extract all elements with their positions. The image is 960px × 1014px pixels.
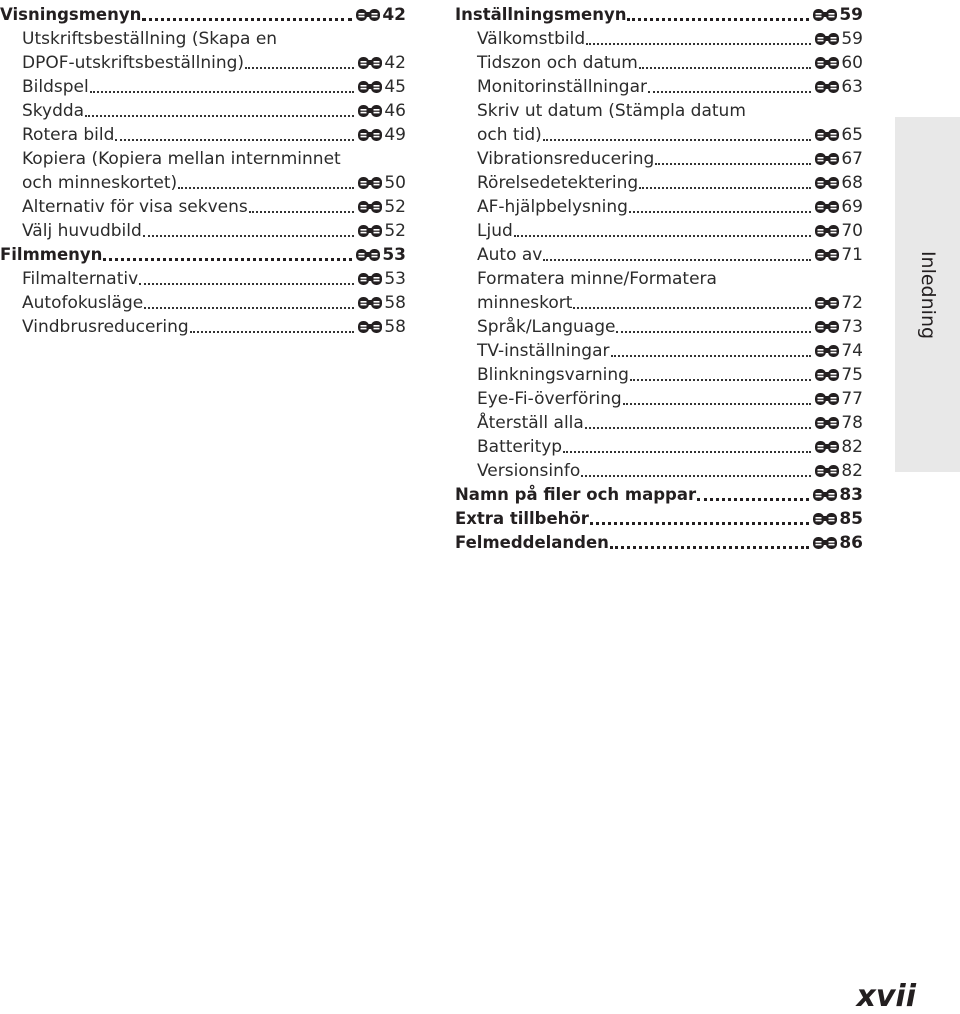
dot-leader bbox=[629, 210, 811, 213]
reference-section-icon bbox=[357, 128, 383, 142]
page-reference[interactable] bbox=[812, 533, 863, 553]
page-reference-number: 82 bbox=[841, 437, 863, 457]
page-reference[interactable] bbox=[814, 461, 863, 481]
toc-entry[interactable] bbox=[0, 1, 406, 25]
reference-section-icon bbox=[357, 224, 383, 238]
page-reference-number: 78 bbox=[841, 413, 863, 433]
reference-section-icon bbox=[814, 248, 840, 262]
toc-entry-label: TV-inställningar bbox=[477, 341, 610, 361]
page-reference-number: 67 bbox=[841, 149, 863, 169]
reference-section-icon bbox=[814, 56, 840, 70]
reference-section-icon bbox=[814, 80, 840, 94]
dot-leader bbox=[610, 545, 809, 549]
page-reference-number: 50 bbox=[384, 173, 406, 193]
reference-section-icon bbox=[355, 248, 381, 262]
page-reference-number: 42 bbox=[384, 53, 406, 73]
dot-leader bbox=[639, 66, 811, 69]
page-reference-number: 53 bbox=[382, 245, 406, 265]
toc-entry-label: Språk/Language bbox=[477, 317, 616, 337]
reference-section-icon bbox=[355, 8, 381, 22]
toc-entry-label: Namn på filer och mappar bbox=[455, 485, 697, 504]
reference-section-icon bbox=[814, 224, 840, 238]
toc-entry[interactable] bbox=[455, 25, 863, 49]
reference-section-icon bbox=[814, 128, 840, 142]
page-reference[interactable] bbox=[814, 29, 863, 49]
toc-entry[interactable] bbox=[0, 241, 406, 265]
page-reference-number: 52 bbox=[384, 221, 406, 241]
page-reference[interactable] bbox=[357, 101, 406, 121]
dot-leader bbox=[543, 138, 812, 141]
toc-entry-label: Kopiera (Kopiera mellan internminnet bbox=[22, 149, 341, 169]
page-reference[interactable] bbox=[814, 77, 863, 97]
page-reference[interactable] bbox=[812, 485, 863, 505]
toc-entry-label: Eye-Fi-överföring bbox=[477, 389, 622, 409]
toc-entry[interactable] bbox=[0, 169, 406, 193]
dot-leader bbox=[514, 234, 812, 237]
dot-leader bbox=[90, 90, 355, 93]
toc-entry[interactable] bbox=[0, 217, 406, 241]
reference-section-icon bbox=[814, 152, 840, 166]
page-reference[interactable] bbox=[814, 125, 863, 145]
dot-leader bbox=[139, 282, 354, 285]
toc-entry-label: Skriv ut datum (Stämpla datum bbox=[477, 101, 746, 121]
toc-entry-label: Utskriftsbeställning (Skapa en bbox=[22, 29, 278, 49]
page-reference[interactable] bbox=[357, 53, 406, 73]
toc-entry[interactable] bbox=[0, 97, 406, 121]
toc-entry[interactable] bbox=[455, 169, 863, 193]
reference-section-icon bbox=[812, 512, 838, 526]
page-reference[interactable] bbox=[814, 317, 863, 337]
toc-entry[interactable] bbox=[455, 481, 863, 505]
reference-section-icon bbox=[814, 344, 840, 358]
dot-leader bbox=[143, 234, 355, 237]
reference-section-icon bbox=[814, 416, 840, 430]
reference-section-icon bbox=[814, 368, 840, 382]
toc-entry[interactable] bbox=[0, 49, 406, 73]
dot-leader bbox=[103, 257, 352, 261]
page-reference-number: 68 bbox=[841, 173, 863, 193]
dot-leader bbox=[563, 450, 811, 453]
toc-entry-label: Felmeddelanden bbox=[455, 533, 609, 552]
page-reference-number: 42 bbox=[382, 5, 406, 25]
dot-leader bbox=[623, 402, 812, 405]
dot-leader bbox=[543, 258, 811, 261]
toc-entry-continued bbox=[455, 97, 863, 121]
reference-section-icon bbox=[357, 56, 383, 70]
page-reference-number: 49 bbox=[384, 125, 406, 145]
page-reference-number: 75 bbox=[841, 365, 863, 385]
reference-section-icon bbox=[814, 200, 840, 214]
page-reference-number: 71 bbox=[841, 245, 863, 265]
toc-entry-label: Filmalternativ bbox=[22, 269, 139, 289]
page-reference[interactable] bbox=[357, 293, 406, 313]
toc-entry[interactable] bbox=[455, 505, 863, 529]
reference-section-icon bbox=[814, 176, 840, 190]
toc-entry[interactable] bbox=[455, 385, 863, 409]
page-reference-number: 69 bbox=[841, 197, 863, 217]
reference-section-icon bbox=[357, 104, 383, 118]
page-reference[interactable] bbox=[814, 53, 863, 73]
toc-entry-label: Välkomstbild bbox=[477, 29, 586, 49]
dot-leader bbox=[142, 17, 352, 21]
page-reference-number: 72 bbox=[841, 293, 863, 313]
dot-leader bbox=[585, 426, 812, 429]
dot-leader bbox=[655, 162, 811, 165]
page-reference[interactable] bbox=[357, 173, 406, 193]
page-reference-number: 77 bbox=[841, 389, 863, 409]
toc-entry-label: Välj huvudbild bbox=[22, 221, 142, 241]
page-reference[interactable] bbox=[357, 125, 406, 145]
toc-entry-label: Autofokusläge bbox=[22, 293, 144, 313]
page-reference[interactable] bbox=[357, 221, 406, 241]
page-reference-number: 63 bbox=[841, 77, 863, 97]
toc-entry-label: Extra tillbehör bbox=[455, 509, 589, 528]
page-reference[interactable] bbox=[357, 317, 406, 337]
toc-entry[interactable] bbox=[0, 193, 406, 217]
toc-entry-label: Visningsmenyn bbox=[0, 5, 142, 24]
toc-entry[interactable] bbox=[455, 193, 863, 217]
toc-entry-label: Skydda bbox=[22, 101, 85, 121]
dot-leader bbox=[627, 17, 809, 21]
toc-entry[interactable] bbox=[455, 241, 863, 265]
toc-entry-label: Rörelsedetektering bbox=[477, 173, 639, 193]
page-reference[interactable] bbox=[814, 413, 863, 433]
page-reference-number: 58 bbox=[384, 293, 406, 313]
toc-entry[interactable] bbox=[455, 313, 863, 337]
dot-leader bbox=[573, 306, 811, 309]
dot-leader bbox=[581, 474, 811, 477]
page-reference[interactable] bbox=[814, 245, 863, 265]
toc-entry[interactable] bbox=[455, 289, 863, 313]
reference-section-icon bbox=[814, 32, 840, 46]
page-reference[interactable] bbox=[812, 5, 863, 25]
page-reference[interactable] bbox=[357, 197, 406, 217]
reference-section-icon bbox=[814, 464, 840, 478]
page-reference-number: 73 bbox=[841, 317, 863, 337]
toc-entry-label: Versionsinfo bbox=[477, 461, 581, 481]
toc-entry[interactable] bbox=[455, 49, 863, 73]
page-reference-number: 52 bbox=[384, 197, 406, 217]
dot-leader bbox=[115, 138, 354, 141]
page-reference-number: 60 bbox=[841, 53, 863, 73]
dot-leader bbox=[697, 497, 809, 501]
toc-entry[interactable] bbox=[455, 529, 863, 553]
reference-section-icon bbox=[814, 440, 840, 454]
page-reference[interactable] bbox=[814, 149, 863, 169]
reference-section-icon bbox=[357, 320, 383, 334]
section-tab-label: Inledning bbox=[916, 250, 939, 339]
reference-section-icon bbox=[812, 8, 838, 22]
reference-section-icon bbox=[357, 80, 383, 94]
page-reference-number: 65 bbox=[841, 125, 863, 145]
toc-entry-label: Monitorinställningar bbox=[477, 77, 647, 97]
toc-entry-label: Bildspel bbox=[22, 77, 89, 97]
toc-entry-label: Ljud bbox=[477, 221, 513, 241]
page-reference[interactable] bbox=[355, 245, 406, 265]
toc-entry[interactable] bbox=[455, 73, 863, 97]
page-reference-number: 45 bbox=[384, 77, 406, 97]
page-number: xvii bbox=[856, 979, 916, 1014]
dot-leader bbox=[178, 186, 354, 189]
page-reference[interactable] bbox=[812, 509, 863, 529]
dot-leader bbox=[590, 521, 809, 525]
toc-entry-label: Återställ alla bbox=[477, 413, 584, 433]
toc-entry[interactable] bbox=[0, 313, 406, 337]
toc-entry[interactable] bbox=[0, 73, 406, 97]
dot-leader bbox=[648, 90, 811, 93]
dot-leader bbox=[144, 306, 354, 309]
reference-section-icon bbox=[814, 392, 840, 406]
toc-entry[interactable] bbox=[455, 409, 863, 433]
toc-entry[interactable] bbox=[455, 361, 863, 385]
page-reference[interactable] bbox=[814, 221, 863, 241]
toc-entry-label: och minneskortet) bbox=[22, 173, 178, 193]
page-reference-number: 53 bbox=[384, 269, 406, 289]
toc-entry-label: Vibrationsreducering bbox=[477, 149, 655, 169]
page-reference-number: 83 bbox=[839, 485, 863, 505]
toc-entry-label: Filmmenyn bbox=[0, 245, 103, 264]
page-reference-number: 58 bbox=[384, 317, 406, 337]
dot-leader bbox=[639, 186, 811, 189]
toc-entry-label: Alternativ för visa sekvens bbox=[22, 197, 248, 217]
toc-entry-continued bbox=[455, 265, 863, 289]
page-reference-number: 70 bbox=[841, 221, 863, 241]
dot-leader bbox=[630, 378, 811, 381]
toc-entry-label: Formatera minne/Formatera bbox=[477, 269, 717, 289]
page-reference-number: 74 bbox=[841, 341, 863, 361]
page-reference-number: 85 bbox=[839, 509, 863, 529]
toc-entry-label: Auto av bbox=[477, 245, 543, 265]
page-reference-number: 82 bbox=[841, 461, 863, 481]
dot-leader bbox=[245, 66, 354, 69]
reference-section-icon bbox=[357, 296, 383, 310]
toc-entry[interactable] bbox=[455, 145, 863, 169]
page-reference-number: 59 bbox=[841, 29, 863, 49]
page-reference[interactable] bbox=[355, 5, 406, 25]
page-reference[interactable] bbox=[357, 77, 406, 97]
page-reference[interactable] bbox=[814, 197, 863, 217]
dot-leader bbox=[190, 330, 355, 333]
page-reference-number: 59 bbox=[839, 5, 863, 25]
page-reference[interactable] bbox=[814, 389, 863, 409]
page-reference[interactable] bbox=[814, 365, 863, 385]
reference-section-icon bbox=[814, 296, 840, 310]
reference-section-icon bbox=[357, 272, 383, 286]
toc-entry-label: Inställningsmenyn bbox=[455, 5, 627, 24]
section-side-tab[interactable] bbox=[895, 117, 960, 472]
page-reference[interactable] bbox=[814, 341, 863, 361]
page-reference-number: 46 bbox=[384, 101, 406, 121]
toc-entry[interactable] bbox=[455, 457, 863, 481]
toc-entry-label: Batterityp bbox=[477, 437, 563, 457]
page-reference[interactable] bbox=[814, 293, 863, 313]
page-reference[interactable] bbox=[357, 269, 406, 289]
reference-section-icon bbox=[814, 320, 840, 334]
toc-entry[interactable] bbox=[455, 121, 863, 145]
toc-entry[interactable] bbox=[0, 265, 406, 289]
dot-leader bbox=[611, 354, 812, 357]
reference-section-icon bbox=[812, 488, 838, 502]
dot-leader bbox=[616, 330, 811, 333]
page-reference-number: 86 bbox=[839, 533, 863, 553]
reference-section-icon bbox=[812, 536, 838, 550]
toc-entry-label: minneskort bbox=[477, 293, 573, 313]
toc-entry[interactable] bbox=[0, 121, 406, 145]
dot-leader bbox=[249, 210, 355, 213]
toc-entry-label: och tid) bbox=[477, 125, 542, 145]
toc-entry[interactable] bbox=[455, 433, 863, 457]
toc-entry-label: DPOF-utskriftsbeställning) bbox=[22, 53, 245, 73]
dot-leader bbox=[586, 42, 811, 45]
page-reference[interactable] bbox=[814, 437, 863, 457]
dot-leader bbox=[85, 114, 354, 117]
toc-entry-continued bbox=[0, 25, 406, 49]
toc-entry-continued bbox=[0, 145, 406, 169]
page-reference[interactable] bbox=[814, 173, 863, 193]
toc-entry-label: Vindbrusreducering bbox=[22, 317, 189, 337]
toc-entry[interactable] bbox=[455, 217, 863, 241]
toc-entry-label: Tidszon och datum bbox=[477, 53, 638, 73]
toc-entry-label: AF-hjälpbelysning bbox=[477, 197, 628, 217]
reference-section-icon bbox=[357, 200, 383, 214]
toc-entry[interactable] bbox=[455, 1, 863, 25]
reference-section-icon bbox=[357, 176, 383, 190]
toc-entry[interactable] bbox=[455, 337, 863, 361]
toc-entry-label: Blinkningsvarning bbox=[477, 365, 629, 385]
toc-entry-label: Rotera bild bbox=[22, 125, 115, 145]
toc-entry[interactable] bbox=[0, 289, 406, 313]
